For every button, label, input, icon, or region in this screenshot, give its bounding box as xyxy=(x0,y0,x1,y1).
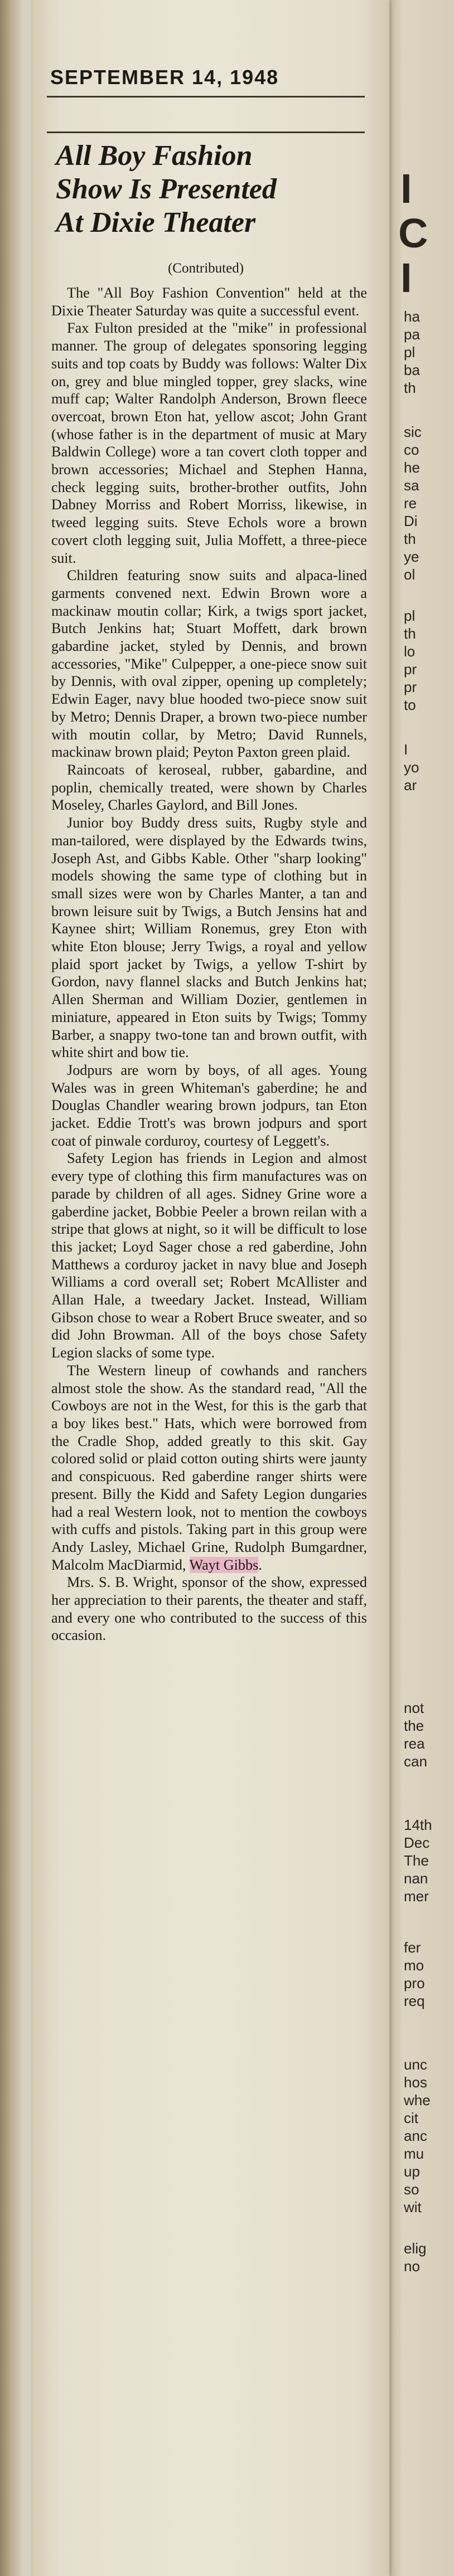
adjacent-fragment: mo xyxy=(404,1957,424,1974)
adjacent-fragment: ha xyxy=(404,308,420,325)
adjacent-fragment: can xyxy=(404,1753,427,1770)
adjacent-fragment: anc xyxy=(404,2127,427,2144)
adjacent-fragment: no xyxy=(404,2258,420,2275)
headline-line: All Boy Fashion xyxy=(56,140,253,172)
headline xyxy=(56,139,357,240)
adjacent-fragment: req xyxy=(404,1993,425,2009)
credit-line: (Contributed) xyxy=(167,261,244,276)
adjacent-big-letter: I xyxy=(400,255,412,301)
adjacent-fragment: to xyxy=(404,697,416,713)
adjacent-fragment: rea xyxy=(404,1735,425,1752)
adjacent-fragment: ba xyxy=(404,362,420,378)
adjacent-fragment: the xyxy=(404,1717,424,1734)
adjacent-fragment: not xyxy=(404,1700,424,1716)
adjacent-fragment: ol xyxy=(404,566,416,583)
adjacent-fragment: unc xyxy=(404,2056,427,2073)
article-paragraph: Mrs. S. B. Wright, sponsor of the show, expressed her appreciation to their parents, the theater and staff, and every one who contributed to the success of this occasion. xyxy=(51,1574,367,1644)
article-body xyxy=(51,284,367,1644)
adjacent-fragment: pr xyxy=(404,679,417,695)
highlight-trail: . xyxy=(258,1556,262,1573)
adjacent-fragment: yo xyxy=(404,759,419,776)
article-paragraph: Jodpurs are worn by boys, of all ages. Young Wales was in green Whiteman's gaberdine; he and Douglas Chandler wearing brown jodpurs, tan Eton jacket. Eddie Trott's was brown jodpurs and sport coat of pinwale corduroy, courtesy of Leggett's. xyxy=(51,1061,367,1149)
adjacent-fragment: elig xyxy=(404,2240,427,2257)
article-paragraph: Fax Fulton presided at the "mike" in professional manner. The group of delegates sponsoring legging suits and top coats by Buddy was follows: Walter Dix on, grey and blue mingled topper, grey slacks, wine muff cap; Walter Randolph Anderson, Brown fleece overcoat, brown Eton hat, yellow ascot; John Grant (whose father is in the department of music at Mary Baldwin College) wore a tan covert cloth topper and brown accessories; Michael and Stephen Hanna, check legging suits, brother-brother outfits, John Dabney Morriss and Robert Morriss, likewise, in tweed legging suits. Steve Echols wore a brown covert cloth legging suit, Julia Moffett, a three-piece suit. xyxy=(51,320,367,566)
headline-line: At Dixie Theater xyxy=(56,207,256,238)
top-rule xyxy=(47,96,365,98)
adjacent-fragment: ye xyxy=(404,548,419,565)
adjacent-big-letter: I xyxy=(400,165,412,212)
adjacent-fragment: pr xyxy=(404,661,417,678)
adjacent-fragment: I xyxy=(404,741,408,758)
highlight-lead xyxy=(186,1557,189,1573)
adjacent-fragment: he xyxy=(404,459,420,476)
adjacent-fragment: up xyxy=(404,2163,420,2180)
adjacent-fragment: fer xyxy=(404,1939,421,1956)
adjacent-fragment: hos xyxy=(404,2074,427,2091)
article-paragraph: Children featuring snow suits and alpaca-lined garments convened next. Edwin Brown wore a mackinaw moutin collar; Kirk, a twigs sport jacket, Butch Jenkins hat; Stuart Moffett, dark brown gabardine jacket, styled by Dennis, and brown accessories, "Mike" Culpepper, a one-piece snow suit by Dennis, with oval zipper, opening up completely; Edwin Eager, navy blue hooded two-piece snow suit by Metro; Dennis Draper, a brown two-piece number with moutin collar, by Metro; David Runnels, mackinaw brown plaid; Peyton Paxton green plaid. xyxy=(51,567,367,761)
header-rule xyxy=(47,132,365,133)
adjacent-fragment: Di xyxy=(404,513,418,529)
adjacent-fragment: re xyxy=(404,495,417,512)
adjacent-fragment: lo xyxy=(404,643,416,660)
article-paragraph: Safety Legion has friends in Legion and almost every type of clothing this firm manufactures was on parade by children of all ages. Sidney Grine wore a gaberdine jacket, Bobbie Peeler a brown reilan with a stripe that glows at night, so it will be difficult to lose this jacket; Loyd Sager chose a red gaberdine, John Matthews a corduroy jacket in navy blue and Joseph Williams a cord overall set; Robert McAllister and Allan Hale, a tweedary Jacket. Instead, William Gibson chose to wear a Robert Bruce sweater, and so did John Browman. All of the boys chose Safety Legion slacks of some type. xyxy=(51,1150,367,1361)
highlighted-name: Wayt Gibbs xyxy=(189,1556,259,1573)
article-paragraph: The "All Boy Fashion Convention" held at the Dixie Theater Saturday was quite a successful event. xyxy=(51,285,367,319)
headline-line: Show Is Presented xyxy=(56,173,277,205)
adjacent-fragment: ar xyxy=(404,777,417,793)
adjacent-fragment: The xyxy=(404,1852,429,1869)
adjacent-fragment: th xyxy=(404,530,416,547)
article-paragraph: Junior boy Buddy dress suits, Rugby style and man-tailored, were displayed by the Edwards twins, Joseph Ast, and Gibbs Kable. Other "sharp looking" models showing the same type of clothing but in small sizes were won by Charles Manter, a tan and brown leisure suit by Twigs, a Butch Jensins hat and Kaynee shirt; William Ronemus, grey Eton with white Eton blouse; Jerry Twigs, a royal and yellow plaid sport jacket by Twigs, a yellow T-shirt by Gordon, navy flannel slacks and Butch Jenkins hat; Allen Sherman and William Dozier, gentlemen in miniature, appeared in Eton suits by Twigs; Tommy Barber, a snappy two-tone tan and brown outfit, with white shirt and bow tie. xyxy=(51,815,367,1061)
adjacent-fragment: co xyxy=(404,441,419,458)
adjacent-fragment: th xyxy=(404,625,416,642)
adjacent-fragment: so xyxy=(404,2181,419,2198)
adjacent-fragment: pl xyxy=(404,607,416,624)
article-paragraph: Raincoats of keroseal, rubber, gabardine, and poplin, chemically treated, were shown by Charles Moseley, Charles Gaylord, and Bill Jones. xyxy=(51,761,367,814)
adjacent-fragment: mu xyxy=(404,2145,424,2162)
adjacent-fragment: wit xyxy=(404,2199,422,2215)
adjacent-fragment: pro xyxy=(404,1975,425,1991)
adjacent-fragment: Dec xyxy=(404,1834,430,1851)
adjacent-big-letter: C xyxy=(398,210,428,256)
dateline: SEPTEMBER 14, 1948 xyxy=(50,66,279,89)
adjacent-fragment: pa xyxy=(404,326,420,343)
adjacent-fragment: nan xyxy=(404,1870,428,1887)
western-text: The Western lineup of cowhands and ranchers almost stole the show. As the standard read, "All the Cowboys are not in the West, for this is the garb that a boy likes best." Hats, which were borrowed from the Cradle Shop, added greatly to this skit. Gay colored solid or plaid cotton outing shirts were jaunty and conspicuous. Red gaberdine ranger shirts were present. Billy the Kidd and Safety Legion dungaries had a real Western look, not to mention the cowboys with cuffs and pistols. Taking part in this group were Andy Lasley, Michael Grine, Rudolph Bumgardner, Malcolm MacDiarmid, xyxy=(51,1362,367,1573)
adjacent-fragment: 14th xyxy=(404,1817,432,1833)
adjacent-fragment: sa xyxy=(404,477,419,494)
adjacent-fragment: mer xyxy=(404,1888,429,1905)
adjacent-fragment: pl xyxy=(404,344,416,361)
adjacent-column xyxy=(390,0,454,2576)
article-paragraph-western xyxy=(51,1362,367,1574)
adjacent-fragment: cit xyxy=(404,2110,418,2126)
adjacent-fragment: whe xyxy=(404,2092,431,2108)
adjacent-fragment: sic xyxy=(404,423,422,440)
adjacent-fragment: th xyxy=(404,379,416,396)
